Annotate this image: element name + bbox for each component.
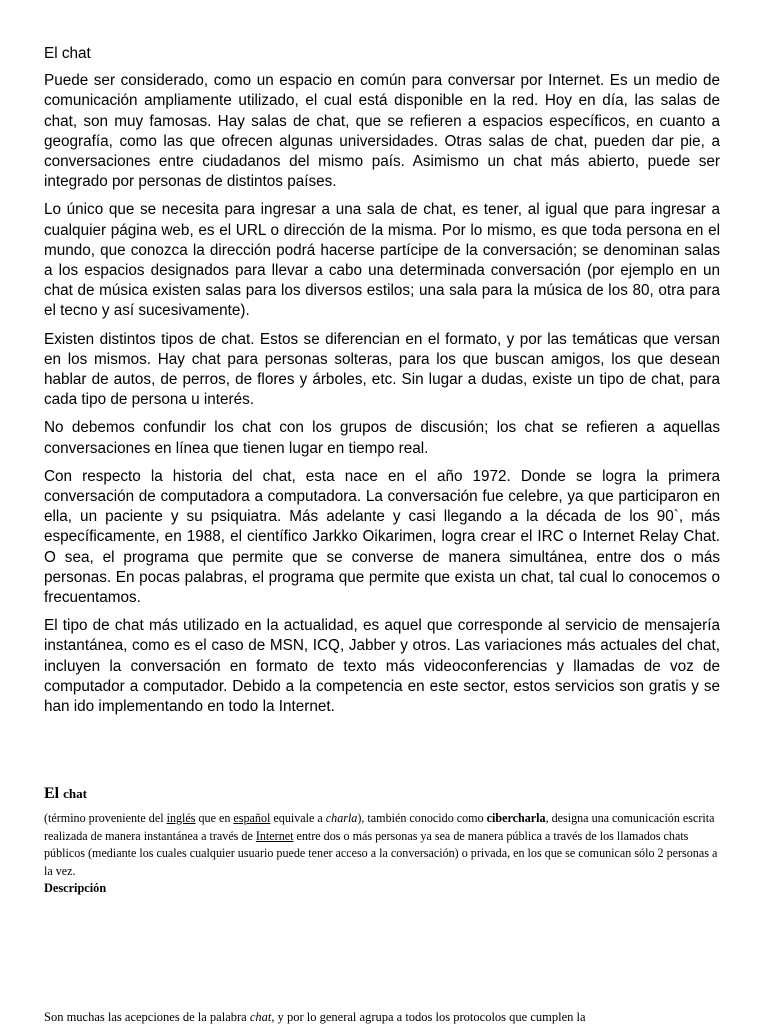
cut-text: , y por lo general agrupa a todos los protocolos que cumplen la [271,1010,586,1024]
heading-rest: chat [63,786,87,801]
section-title: El chat [44,45,91,62]
paragraph-mensajeria: El tipo de chat más utilizado en la actualidad, es aquel que corresponde al servicio de mensajería instantánea, como es el caso de MSN, ICQ, Jabber y otros. Las variaciones más actuales del chat, incluyen la conversación en formato de texto más videoconferencias y llamadas de voz de computador a computador. Debido a la competencia en este sector, estos servicios son gratis y se han ido implementando en todo la Internet. [44,617,720,716]
cut-off-paragraph [44,1009,744,1026]
def-text: equivale a [270,811,326,825]
term-chat: chat [249,1010,272,1024]
link-espanol[interactable]: español [233,811,271,825]
definition-paragraph [44,810,724,880]
paragraph-tipos: Existen distintos tipos de chat. Estos se diferencian en el formato, y por las temáticas que versan en los mismos. Hay chat para personas solteras, para los que buscan amigos, los que desean hablar de autos, de perros, de flores y árboles, etc. Sin lugar a dudas, existe un tipo de chat, para cada tipo de persona u interés. [44,330,720,409]
def-text: , designa una comunicación escrita realizada de manera instantánea a través de [44,811,715,843]
paragraph-grupos-discusion: No debemos confundir los chat con los grupos de discusión; los chat se refieren a aquellas conversaciones en línea que tienen lugar en tiempo real. [44,419,720,457]
term-charla: charla [325,811,358,825]
term-cibercharla: cibercharla [486,811,546,825]
section-el-chat [44,44,720,725]
definition-heading [44,785,87,803]
def-text: (término proveniente del [44,811,167,825]
def-text: ), también conocido como [357,811,487,825]
descripcion-heading: Descripción [44,881,107,895]
paragraph-intro: Puede ser considerado, como un espacio en común para conversar por Internet. Es un medio de comunicación ampliamente utilizado, el cual está disponible en la red. Hoy en día, las salas de chat, son muy famosas. Hay salas de chat, que se refieren a espacios específicos, en cuanto a geografía, como las que ofrecen algunas universidades. Otras salas de chat, pueden dar pie, a conversaciones entre ciudadanos del mismo país. Asimismo un chat más abierto, puede ser integrado por personas de distintos países. [44,72,720,191]
def-text: entre dos o más personas ya sea de manera pública a través de los llamados chats públicos (mediante los cuales cualquier usuario puede tener acceso a la conversación) o privada, en los que se comunican sólo 2 personas a la vez. [44,828,718,878]
heading-first-word: El [44,785,60,802]
cut-text: Son muchas las acepciones de la palabra [44,1010,250,1024]
link-ingles[interactable]: inglés [166,811,196,825]
paragraph-salas: Lo único que se necesita para ingresar a una sala de chat, es tener, al igual que para ingresar a cualquier página web, es el URL o dirección de la misma. Por lo mismo, es que toda persona en el mundo, que conozca la dirección podrá hacerse partícipe de la conversación; se denominan salas a los espacios designados para llevar a cabo una determinada conversación (por ejemplo en un chat de música existen salas para los diversos estilos; una sala para la música de los 80, otra para el tecno y así sucesivamente). [44,201,720,320]
link-internet[interactable]: Internet [255,828,294,843]
def-text: que en [195,811,234,825]
paragraph-historia: Con respecto la historia del chat, esta nace en el año 1972. Donde se logra la primera conversación de computadora a computadora. La conversación fue celebre, ya que participaron en ella, un paciente y su psiquiatra. Más adelante y casi llegando a la década de los 90`, más específicamente, en 1988, el científico Jarkko Oikarimen, logra crear el IRC o Internet Relay Chat. O sea, el programa que permite que se converse de manera simultánea, entre dos o más personas. En pocas palabras, el programa que permite que exista un chat, tal cual lo conocemos o frecuentamos. [44,467,720,607]
